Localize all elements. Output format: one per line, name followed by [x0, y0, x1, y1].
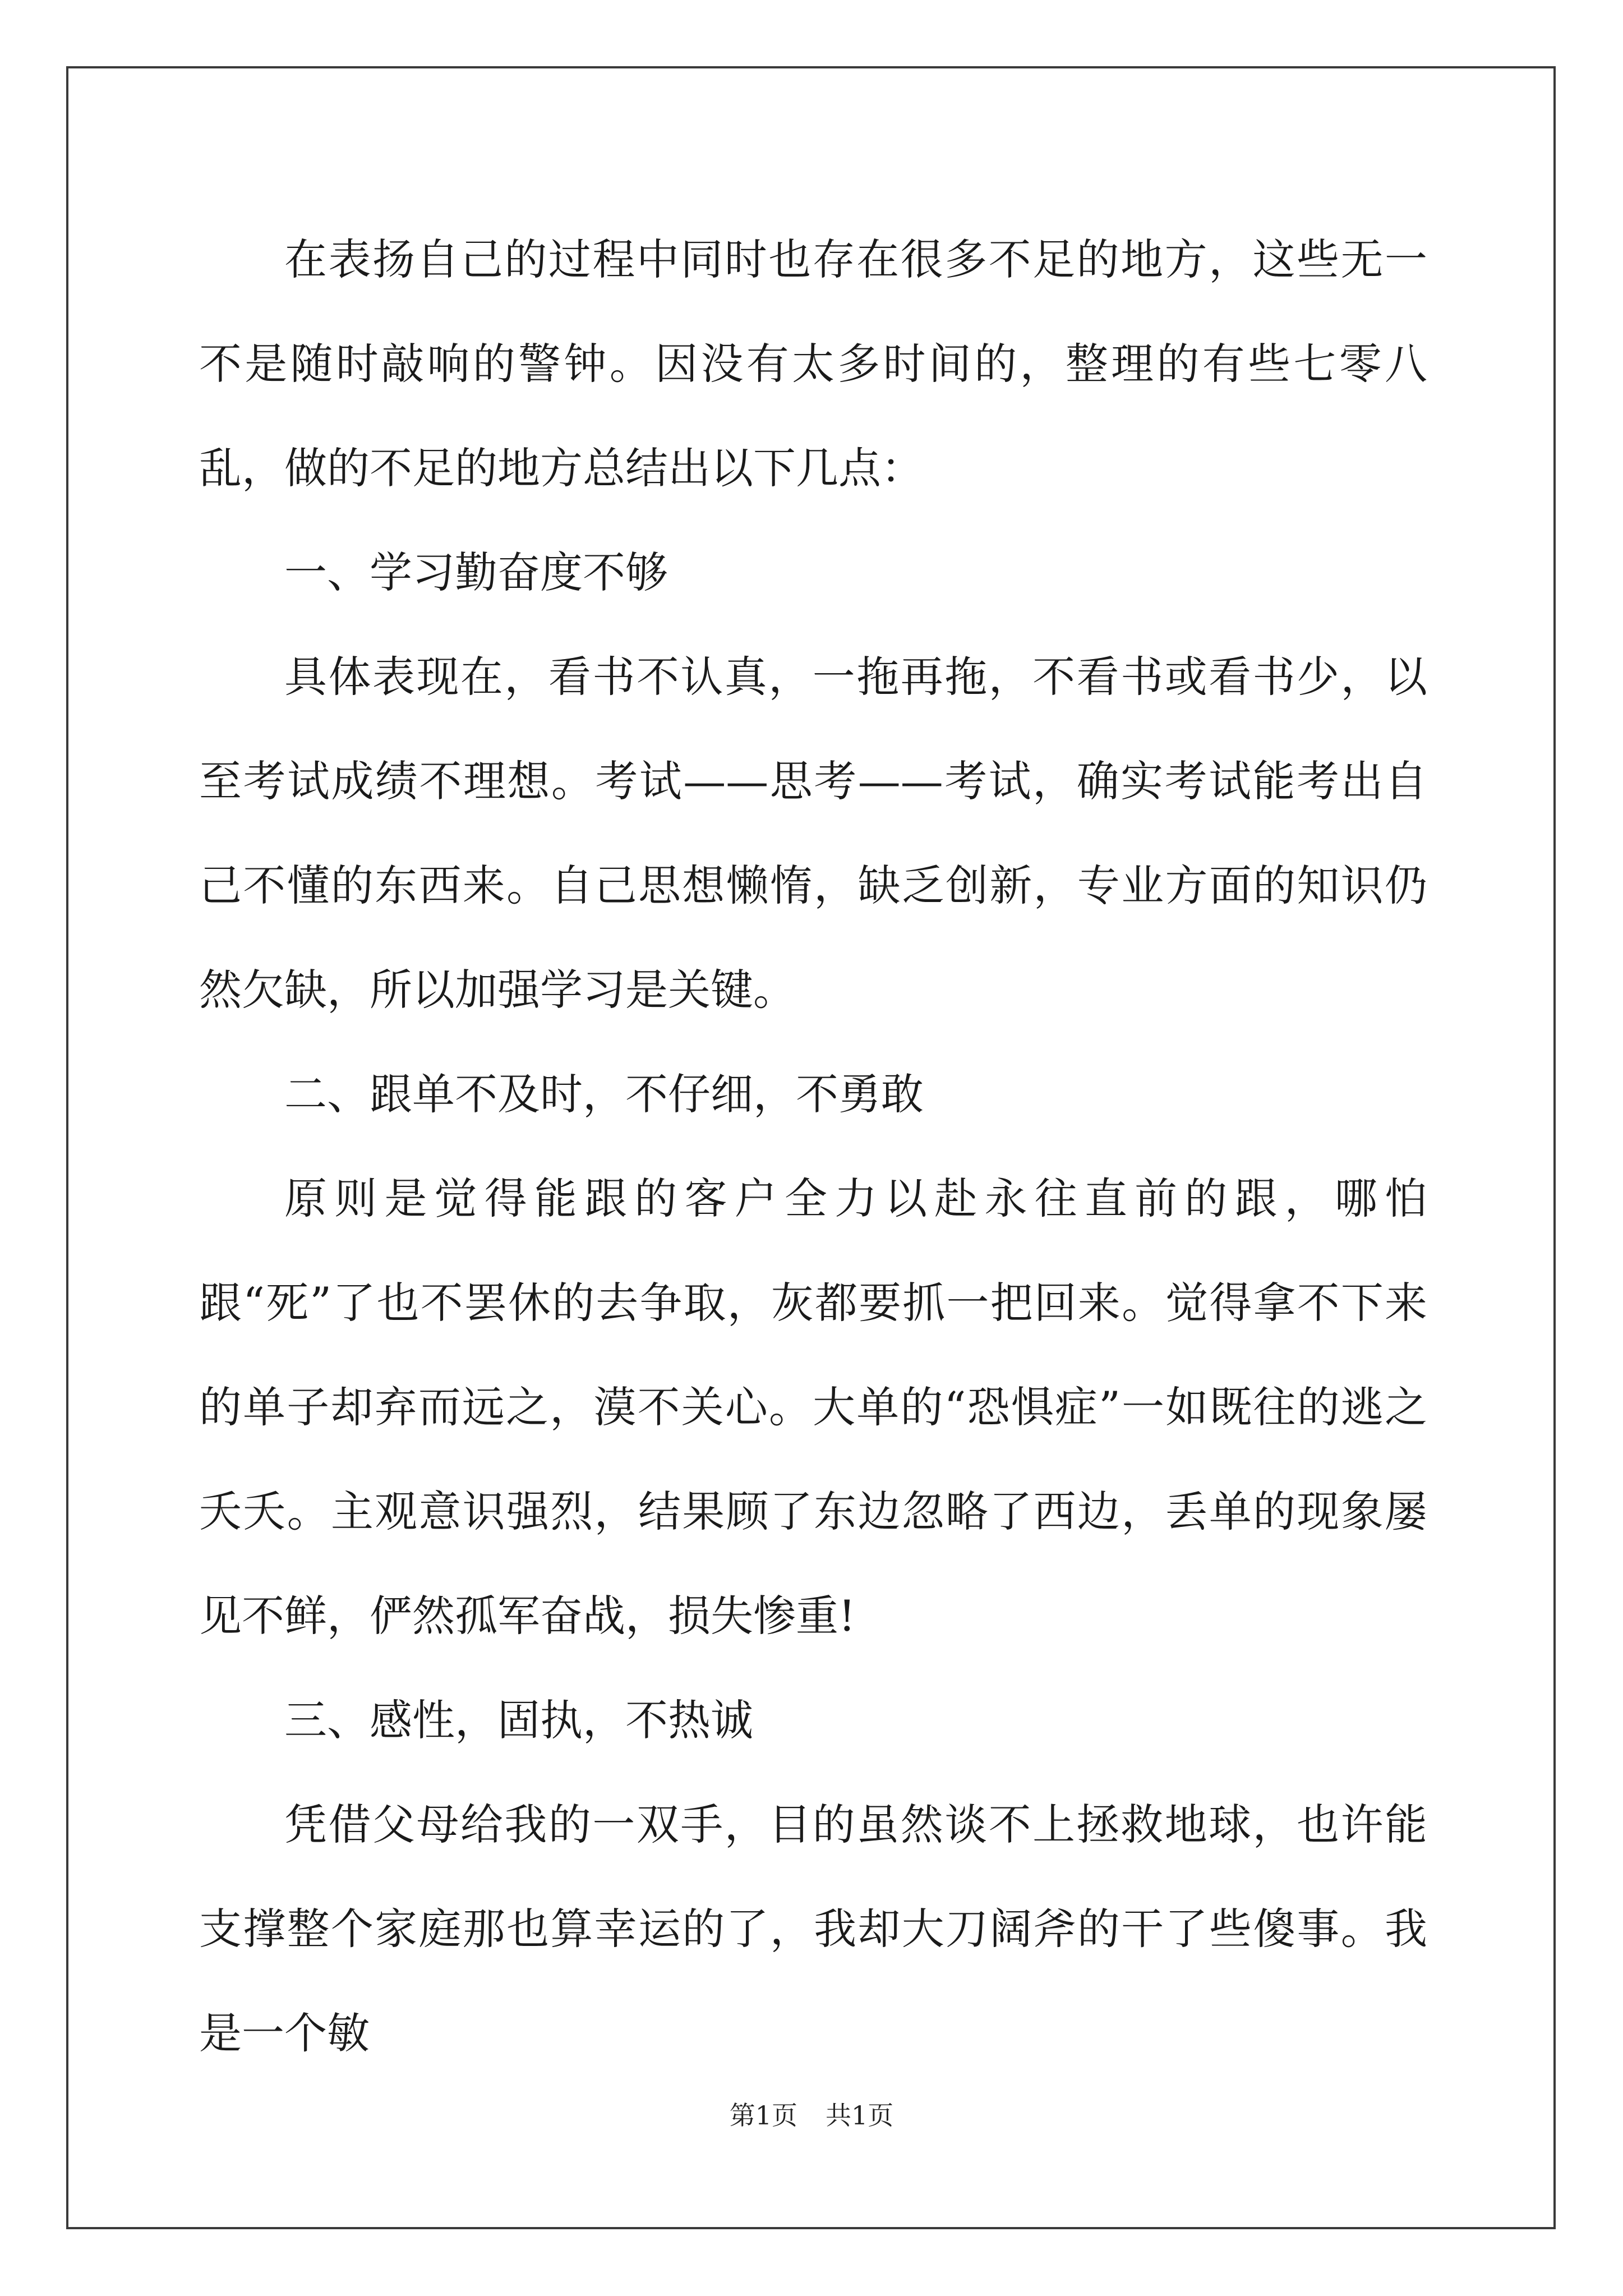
page-footer	[0, 2095, 1623, 2132]
page-total: 共1页	[826, 2100, 894, 2131]
document-body	[199, 208, 1427, 2086]
paragraph-1: 具体表现在，看书不认真，一拖再拖，不看书或看书少，以至考试成绩不理想。考试——思考——考试，确实考试能考出自己不懂的东西来。自己思想懒惰，缺乏创新，专业方面的知识仍然欠缺，所以加强学习是关键。	[199, 652, 1427, 1015]
heading-3: 三、感性，固执，不热诚	[284, 1695, 753, 1745]
heading-2: 二、跟单不及时，不仔细，不勇敢	[284, 1069, 924, 1119]
paragraph-2: 原则是觉得能跟的客户全力以赴永往直前的跟，哪怕跟“死”了也不罢休的去争取，灰都要抓一把回来。觉得拿不下来的单子却弃而远之，漠不关心。大单的“恐惧症”一如既往的逃之夭夭。主观意识强烈，结果顾了东边忽略了西边，丢单的现象屡见不鲜，俨然孤军奋战，损失惨重!	[199, 1174, 1427, 1641]
paragraph-intro: 在表扬自己的过程中同时也存在很多不足的地方，这些无一不是随时敲响的警钟。因没有太多时间的，整理的有些七零八乱，做的不足的地方总结出以下几点：	[199, 234, 1427, 493]
paragraph-3: 凭借父母给我的一双手，目的虽然谈不上拯救地球，也许能支撑整个家庭那也算幸运的了，我却大刀阔斧的干了些傻事。我是一个敏	[199, 1800, 1427, 2058]
page-number: 第1页	[729, 2100, 797, 2131]
heading-1: 一、学习勤奋度不够	[284, 547, 668, 597]
